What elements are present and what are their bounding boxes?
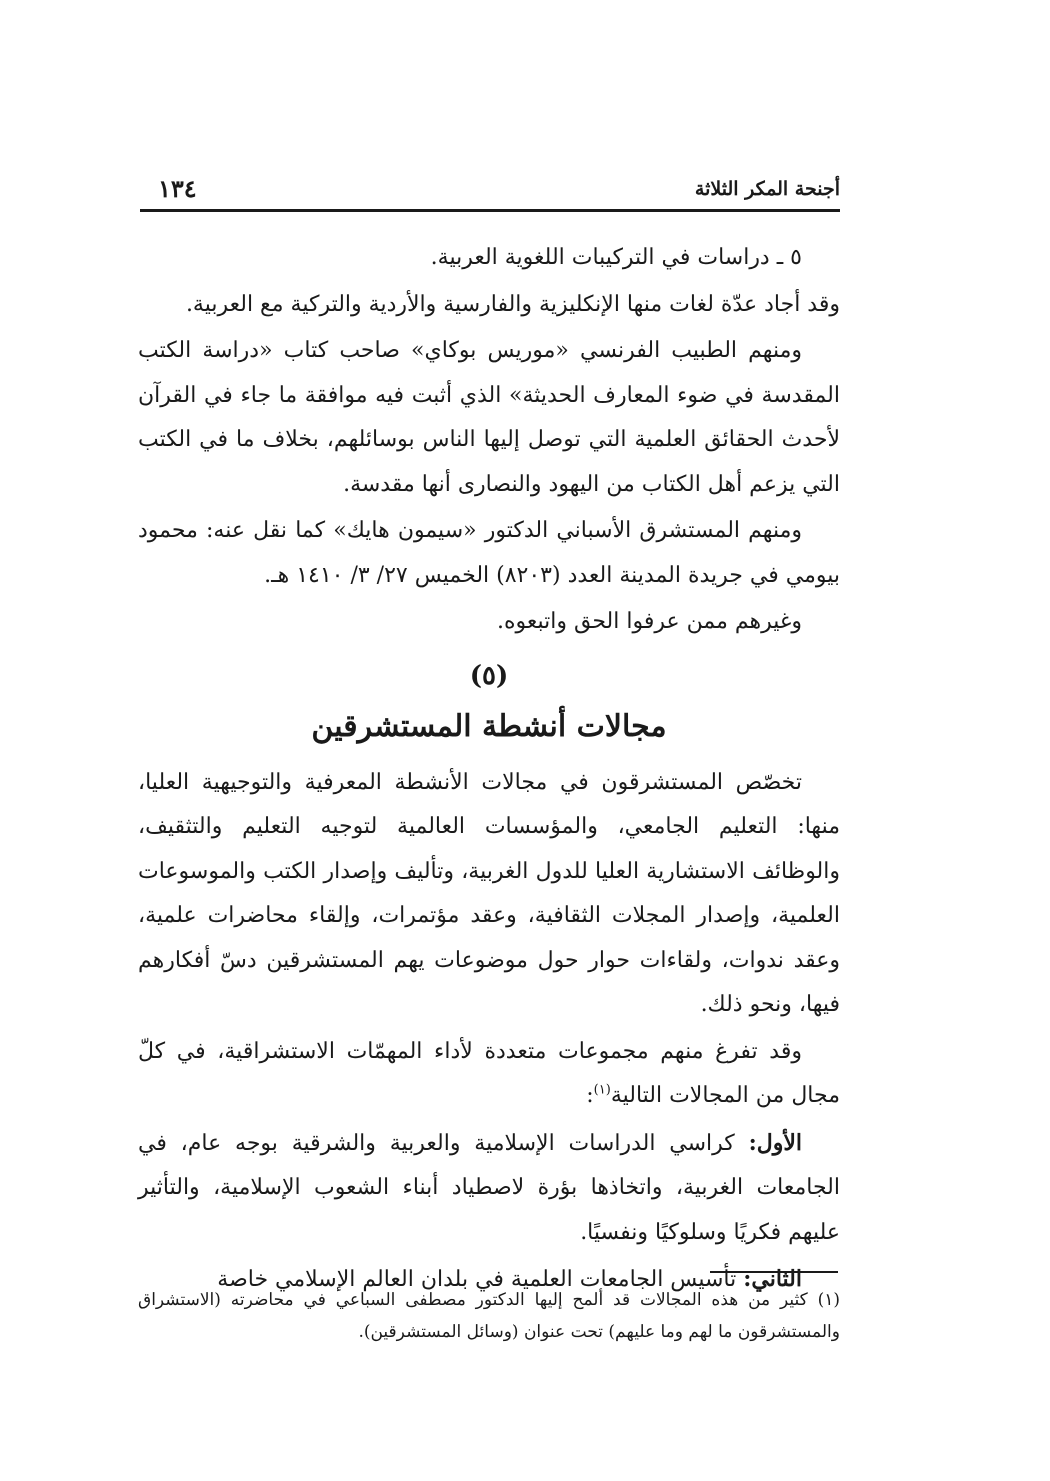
first-text: كراسي الدراسات الإسلامية والعربية والشرقية بوجه عام، في الجامعات الغربية، واتخاذها بؤرة لاصطياد أبناء الشعوب الإسلامية، والتأثير عليهم فكريًا وسلوكيًا ونفسيًا. [138, 1130, 840, 1245]
groups-end: : [586, 1083, 594, 1108]
first-label: الأول: [748, 1129, 802, 1156]
second-label: الثاني: [743, 1266, 802, 1292]
second-text: تأسيس الجامعات العلمية في بلدان العالم الإسلامي خاصة [217, 1267, 737, 1292]
main-text [138, 236, 840, 1305]
list-item-5: ٥ ـ دراسات في التركيبات اللغوية العربية. [430, 245, 802, 270]
paragraph-hayek: ومنهم المستشرق الأسباني الدكتور «سيمون هايك» كما نقل عنه: محمود بيومي في جريدة المدينة العدد (٨٢٠٣) الخميس ٢٧/ ٣/ ١٤١٠ هـ. [138, 518, 840, 588]
section-number: (٥) [469, 660, 509, 691]
paragraph-bucaille: ومنهم الطبيب الفرنسي «موريس بوكاي» صاحب كتاب «دراسة الكتب المقدسة في ضوء المعارف الحديثة» الذي أثبت فيه موافقة ما جاء في القرآن لأحدث الحقائق العلمية التي توصل إليها الناس بوسائلهم، بخلاف ما في الكتب التي يزعم أهل الكتاب من اليهود والنصارى أنها مقدسة. [138, 338, 840, 497]
running-header [140, 174, 840, 208]
page-number: ١٣٤ [158, 174, 197, 203]
paragraph-specialize: تخصّص المستشرقون في مجالات الأنشطة المعرفية والتوجيهية العليا، منها: التعليم الجامعي، والمؤسسات العالمية لتوجيه التعليم والتثقيف، والوظائف الاستشارية العليا للدول الغربية، وتأليف وإصدار الكتب والموسوعات العلمية، وإصدار المجلات الثقافية، وعقد مؤتمرات، وإلقاء محاضرات علمية، وعقد ندوات، ولقاءات حوار حول موضوعات يهم المستشرقين دسّ أفكارهم فيها، ونحو ذلك. [138, 769, 840, 1017]
footnote-rule [710, 1271, 838, 1273]
paragraph-languages: وقد أجاد عدّة لغات منها الإنكليزية والفارسية والأردية والتركية مع العربية. [185, 291, 840, 317]
paragraph-others: وغيرهم ممن عرفوا الحق واتبعوه. [497, 609, 802, 634]
groups-text: وقد تفرغ منهم مجموعات متعددة لأداء المهمّات الاستشراقية، في كلّ مجال من المجالات التالية [138, 1038, 840, 1108]
header-rule [140, 209, 840, 212]
paragraph-first [138, 1121, 840, 1256]
footnote: (١) كثير من هذه المجالات قد ألمح إليها الدكتور مصطفى السباعي في محاضرته (الاستشراق والمستشرقون ما لهم وما عليهم) تحت عنوان (وسائل المستشرقين). [138, 1290, 840, 1342]
footnote-marker[interactable]: (١) [593, 1082, 611, 1098]
running-title: أجنحة المكر الثلاثة [694, 178, 840, 200]
paragraph-groups [138, 1030, 840, 1119]
section-title: مجالات أنشطة المستشرقين [311, 708, 667, 744]
